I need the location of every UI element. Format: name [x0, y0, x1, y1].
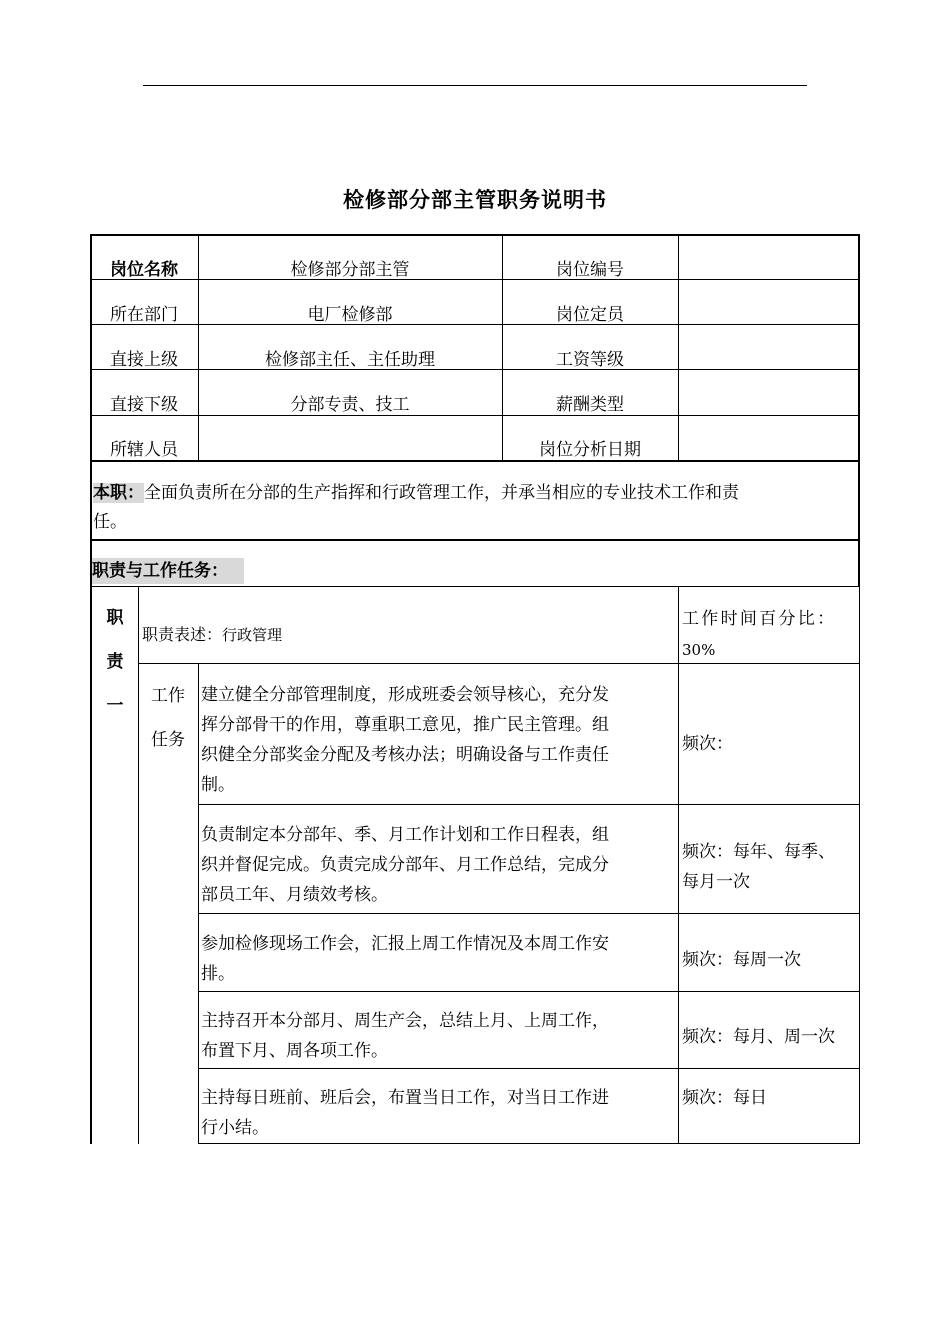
- value-position-code: [678, 245, 860, 290]
- label-direct-subordinate: 直接下级: [110, 395, 178, 415]
- value-headcount: [678, 290, 860, 335]
- time-percent-value: 30%: [682, 641, 716, 659]
- task-label-line-1: 工作: [151, 686, 185, 706]
- task-5-line-1: 主持每日班前、班后会，布置当日工作，对当日工作进: [201, 1088, 609, 1108]
- value-direct-subordinate: 分部专责、技工: [290, 395, 410, 415]
- label-analysis-date: 岗位分析日期: [539, 440, 641, 460]
- time-percent-label: 工作时间百分比：: [682, 609, 837, 629]
- statement-label: 职责表述：: [142, 625, 223, 644]
- task-4-line-1: 主持召开本分部月、周生产会，总结上月、上周工作，: [201, 1011, 609, 1031]
- duty-text-line2: 任。: [93, 512, 127, 532]
- task-2-line-1: 负责制定本分部年、季、月工作计划和工作日程表，组: [201, 825, 609, 845]
- header-rule: [143, 85, 807, 86]
- task-1-line-2: 挥分部骨干的作用，尊重职工意见，推广民主管理。组: [201, 715, 609, 735]
- task-3-line-2: 排。: [201, 964, 235, 984]
- duty-label: 本职：: [93, 483, 144, 503]
- task-4-frequency: 频次：每月、周一次: [682, 1027, 835, 1047]
- group-label-char-2: 责: [106, 652, 124, 672]
- statement: [142, 622, 282, 648]
- task-3-frequency: 频次：每周一次: [682, 950, 801, 970]
- task-1-frequency: 频次：: [682, 734, 733, 754]
- task-2-frequency-line-1: 频次：每年、每季、: [682, 842, 835, 862]
- label-direct-superior: 直接上级: [110, 350, 178, 370]
- group-label-char-3: 一: [106, 696, 124, 716]
- label-headcount: 岗位定员: [556, 305, 624, 325]
- value-direct-superior: 检修部主任、主任助理: [265, 350, 435, 370]
- value-pay-type: [678, 380, 860, 425]
- task-2-line-2: 织并督促完成。负责完成分部年、月工作总结，完成分: [201, 855, 609, 875]
- task-3-line-1: 参加检修现场工作会，汇报上周工作情况及本周工作安: [201, 934, 609, 954]
- value-department: 电厂检修部: [307, 305, 393, 325]
- task-4-line-2: 布置下月、周各项工作。: [201, 1041, 388, 1061]
- page-title: 检修部分部主管职务说明书: [343, 187, 607, 212]
- task-label-line-2: 任务: [151, 730, 185, 750]
- task-5-frequency: 频次：每日: [682, 1088, 767, 1108]
- label-salary-grade: 工资等级: [556, 350, 624, 370]
- task-5-line-2: 行小结。: [201, 1118, 269, 1138]
- value-salary-grade: [678, 335, 860, 380]
- label-position-code: 岗位编号: [556, 260, 624, 280]
- statement-value: 行政管理: [222, 626, 283, 644]
- duty-text-line1: 全面负责所在分部的生产指挥和行政管理工作，并承当相应的专业技术工作和责: [144, 483, 739, 503]
- task-1-line-3: 织健全分部奖金分配及考核办法；明确设备与工作责任: [201, 745, 609, 765]
- task-2-frequency-line-2: 每月一次: [682, 872, 750, 892]
- label-staff-under: 所辖人员: [110, 440, 178, 460]
- group-label-char-1: 职: [106, 608, 124, 628]
- task-1-line-4: 制。: [201, 775, 235, 795]
- task-1-line-1: 建立健全分部管理制度，形成班委会领导核心，充分发: [201, 685, 609, 705]
- label-pay-type: 薪酬类型: [556, 395, 624, 415]
- label-department: 所在部门: [110, 305, 178, 325]
- task-2-line-3: 部员工年、月绩效考核。: [201, 885, 388, 905]
- label-position-name: 岗位名称: [110, 260, 178, 280]
- value-position-name: 检修部分部主管: [290, 260, 410, 280]
- section-title: 职责与工作任务：: [92, 558, 244, 584]
